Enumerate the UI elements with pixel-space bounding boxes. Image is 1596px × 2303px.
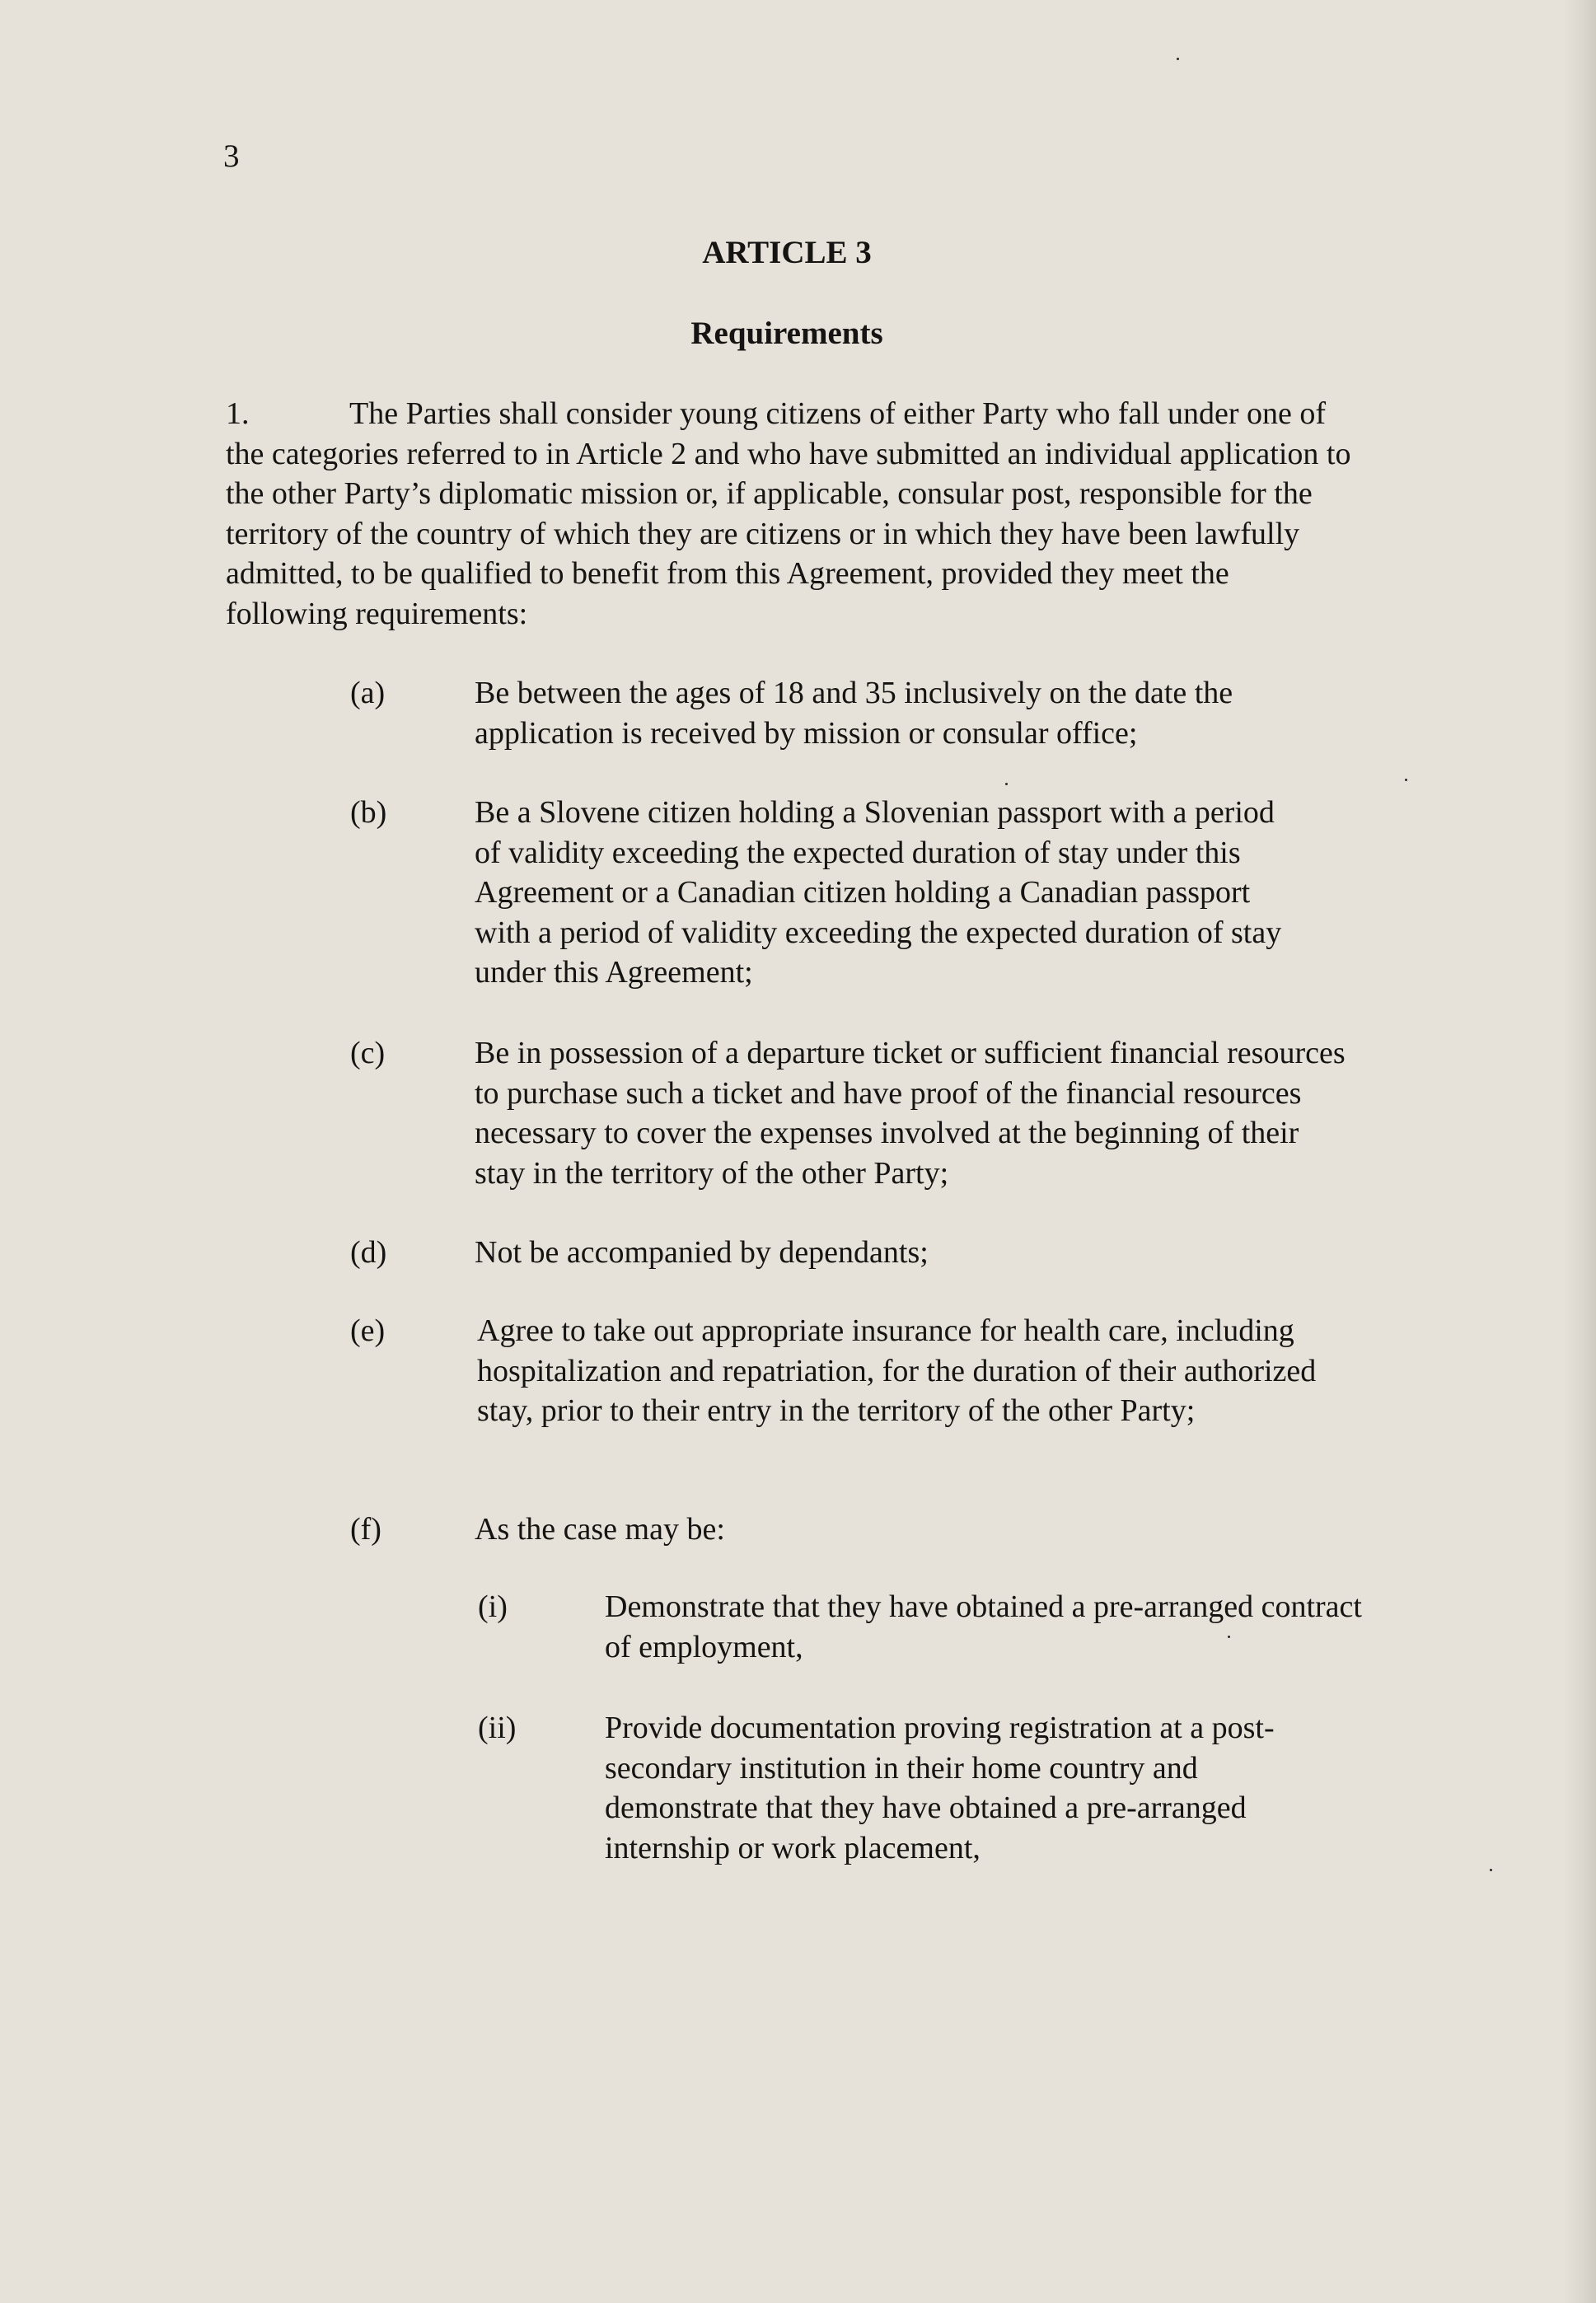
item-text: Be a Slovene citizen holding a Slovenian passport with a period of validity exceeding the expected duration of stay under this Agreement or a Canadian citizen holding a Canadian passport with a period of validity exceeding the expected duration of stay under this Agreement; xyxy=(475,795,1282,990)
paragraph-1 xyxy=(226,394,1355,634)
paragraph-number: 1. xyxy=(226,396,250,431)
item-label: (i) xyxy=(478,1589,508,1624)
item-label: (e) xyxy=(350,1313,386,1348)
item-text: Not be accompanied by dependants; xyxy=(475,1235,929,1270)
item-label: (ii) xyxy=(478,1711,517,1745)
paper-speck xyxy=(1490,1869,1492,1871)
item-label: (a) xyxy=(350,676,386,710)
article-title: ARTICLE 3 xyxy=(702,235,872,270)
item-text: Demonstrate that they have obtained a pre-arranged contract of employment, xyxy=(605,1589,1362,1664)
item-text: As the case may be: xyxy=(475,1512,725,1547)
item-label: (d) xyxy=(350,1235,387,1270)
article-subtitle: Requirements xyxy=(690,316,883,351)
item-text: Agree to take out appropriate insurance for health care, including hospitalization and repatriation, for the duration of their authorized stay, prior to their entry in the territory of the other Party; xyxy=(477,1313,1317,1428)
item-text: Provide documentation proving registration at a post-secondary institution in their home country and demonstrate that they have obtained a pre-arranged internship or work placement, xyxy=(605,1711,1275,1865)
item-text: Be in possession of a departure ticket or sufficient financial resources to purchase such a ticket and have proof of the financial resources necessary to cover the expenses involved at the beginning of their stay in the territory of the other Party; xyxy=(475,1036,1346,1191)
paper-speck xyxy=(1405,779,1407,781)
item-label: (c) xyxy=(350,1036,386,1070)
paper-speck xyxy=(1228,1636,1230,1638)
item-label: (b) xyxy=(350,795,387,830)
page-number: 3 xyxy=(223,138,240,174)
paragraph-text: The Parties shall consider young citizens of either Party who fall under one of the categories referred to in Article 2 and who have submitted an individual application to the other Party’s diplomatic mission or, if applicable, consular post, responsible for the territory of the country of which they are citizens or in which they have been lawfully admitted, to be qualified to benefit from this Agreement, provided they meet the following requirements: xyxy=(226,396,1351,631)
item-label: (f) xyxy=(350,1512,381,1547)
paper-speck xyxy=(1005,783,1008,785)
item-text: Be between the ages of 18 and 35 inclusively on the date the application is received by mission or consular office; xyxy=(475,676,1233,751)
paper-speck xyxy=(1177,58,1179,60)
